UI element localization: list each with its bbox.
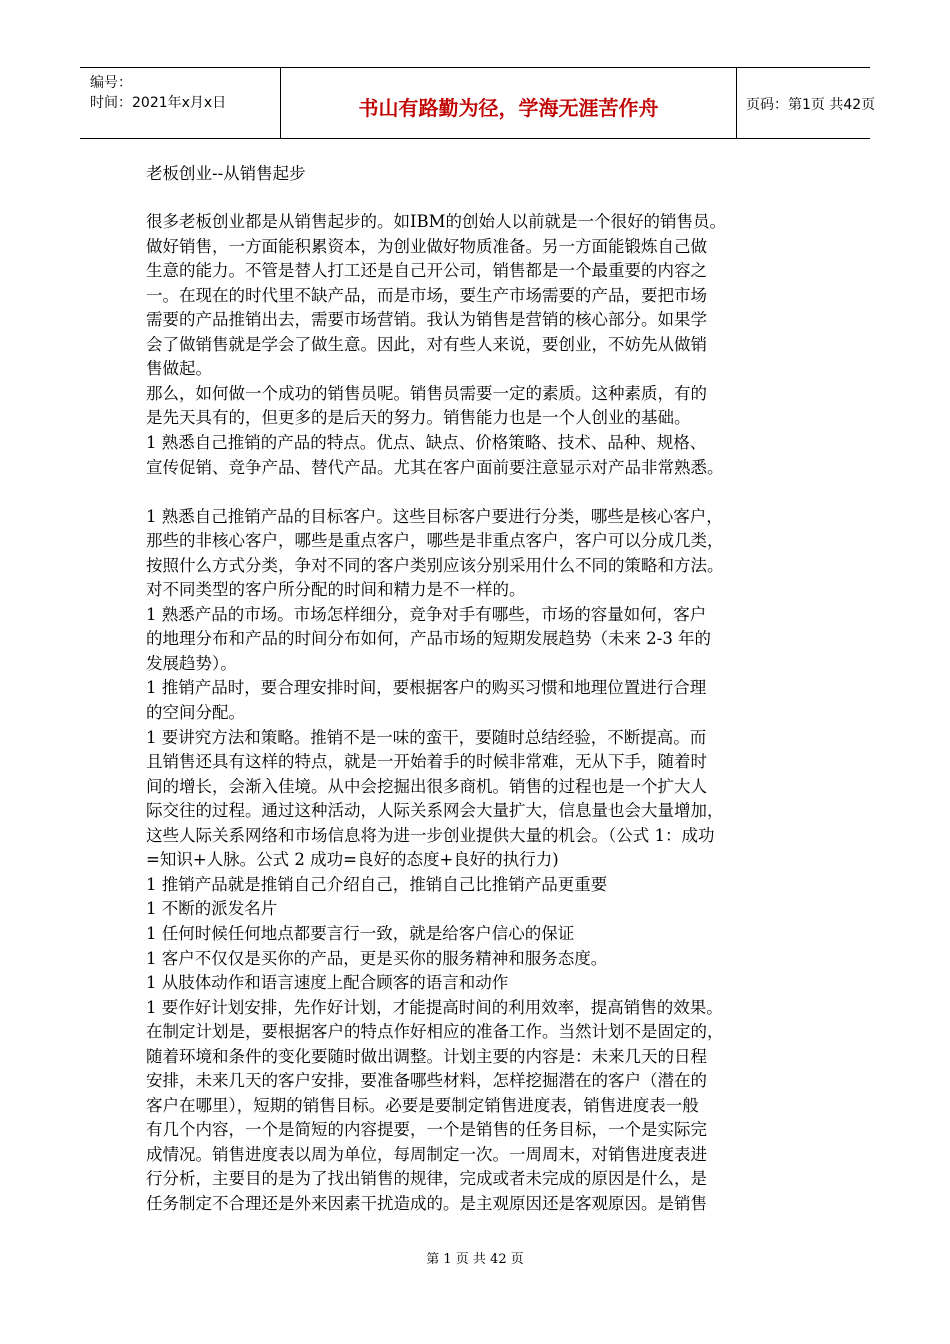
text-line: 是先天具有的，但更多的是后天的努力。销售能力也是一个人创业的基础。 xyxy=(146,408,691,428)
text-line: 的地理分布和产品的时间分布如何，产品市场的短期发展趋势（未来 2-3 年的 xyxy=(146,629,712,649)
number-label: 编号： xyxy=(90,75,132,91)
text-line: 1 不断的派发名片 xyxy=(146,899,278,919)
text-line: 1 要讲究方法和策略。推销不是一味的蛮干，要随时总结经验，不断提高。而 xyxy=(146,727,707,747)
text-line: 这些人际关系网络和市场信息将为进一步创业提供大量的机会。（公式 1：成功 xyxy=(146,825,715,845)
motto-text: 书山有路勤为径，学海无涯苦作舟 xyxy=(358,96,659,120)
text-line: =知识+人脉。公式 2 成功=良好的态度+良好的执行力) xyxy=(146,850,559,870)
date-label: 时间：2021年x月x日 xyxy=(90,95,227,111)
text-line: 的空间分配。 xyxy=(146,703,245,722)
text-line: 1 要作好计划安排，先作好计划，才能提高时间的利用效率，提高销售的效果。 xyxy=(146,997,723,1017)
header-page-cell xyxy=(736,68,876,138)
text-line: 间的增长，会渐入佳境。从中会挖掘出很多商机。销售的过程也是一个扩大人 xyxy=(146,776,707,796)
text-line: 随着环境和条件的变化要随时做出调整。计划主要的内容是：未来几天的日程 xyxy=(146,1046,707,1066)
text-line: 1 推销产品就是推销自己介绍自己，推销自己比推销产品更重要 xyxy=(146,874,608,894)
text-line: 按照什么方式分类，争对不同的客户类别应该分别采用什么不同的策略和方法。 xyxy=(146,555,724,575)
text-line: 很多老板创业都是从销售起步的。如IBM的创始人以前就是一个很好的销售员。 xyxy=(146,212,727,231)
text-line: 任务制定不合理还是外来因素干扰造成的。是主观原因还是客观原因。是销售 xyxy=(146,1194,707,1213)
text-line: 会了做销售就是学会了做生意。因此，对有些人来说，要创业，不妨先从做销 xyxy=(146,334,707,354)
header-motto-cell xyxy=(280,68,737,138)
text-line: 安排，未来几天的客户安排，要准备哪些材料，怎样挖掘潜在的客户（潜在的 xyxy=(146,1071,707,1091)
text-line: 行分析，主要目的是为了找出销售的规律，完成或者未完成的原因是什么，是 xyxy=(146,1169,707,1189)
text-line: 售做起。 xyxy=(146,359,212,379)
text-line: 那么，如何做一个成功的销售员呢。销售员需要一定的素质。这种素质，有的 xyxy=(146,383,707,403)
document-title: 老板创业--从销售起步 xyxy=(146,164,306,183)
text-line: 做好销售，一方面能积累资本，为创业做好物质准备。另一方面能锻炼自己做 xyxy=(146,236,707,256)
text-line: 1 推销产品时，要合理安排时间，要根据客户的购买习惯和地理位置进行合理 xyxy=(146,678,707,698)
page-info: 页码：第1页 共42页 xyxy=(746,97,876,113)
text-line: 1 熟悉自己推销的产品的特点。优点、缺点、价格策略、技术、品种、规格、 xyxy=(146,432,707,452)
text-line: 在制定计划是，要根据客户的特点作好相应的准备工作。当然计划不是固定的， xyxy=(146,1022,724,1042)
text-line: 生意的能力。不管是替人打工还是自己开公司，销售都是一个最重要的内容之 xyxy=(146,261,707,281)
text-line: 1 熟悉产品的市场。市场怎样细分，竞争对手有哪些，市场的容量如何，客户 xyxy=(146,604,707,624)
text-line: 1 任何时候任何地点都要言行一致，就是给客户信心的保证 xyxy=(146,923,575,943)
text-line: 发展趋势）。 xyxy=(146,653,237,673)
text-line: 需要的产品推销出去，需要市场营销。我认为销售是营销的核心部分。如果学 xyxy=(146,310,707,330)
text-line: 客户在哪里），短期的销售目标。必要是要制定销售进度表，销售进度表一般 xyxy=(146,1095,699,1115)
text-line: 1 从肢体动作和语言速度上配合顾客的语言和动作 xyxy=(146,973,509,993)
text-line: 一。在现在的时代里不缺产品，而是市场，要生产市场需要的产品，要把市场 xyxy=(146,285,707,305)
text-line: 成情况。销售进度表以周为单位，每周制定一次。一周周末，对销售进度表进 xyxy=(146,1144,707,1164)
text-line: 那些的非核心客户，哪些是重点客户，哪些是非重点客户，客户可以分成几类， xyxy=(146,531,724,551)
text-line: 际交往的过程。通过这种活动，人际关系网会大量扩大，信息量也会大量增加， xyxy=(146,801,724,821)
text-line: 1 客户不仅仅是买你的产品，更是买你的服务精神和服务态度。 xyxy=(146,948,608,968)
header-meta xyxy=(80,68,280,138)
text-line: 且销售还具有这样的特点，就是一开始着手的时候非常难，无从下手，随着时 xyxy=(146,752,707,772)
text-line: 宣传促销、竞争产品、替代产品。尤其在客户面前要注意显示对产品非常熟悉。 xyxy=(146,457,724,477)
page-header xyxy=(80,67,876,139)
text-line: 1 熟悉自己推销产品的目标客户。这些目标客户要进行分类，哪些是核心客户， xyxy=(146,506,723,526)
text-line: 对不同类型的客户所分配的时间和精力是不一样的。 xyxy=(146,580,526,600)
text-line: 有几个内容，一个是简短的内容提要，一个是销售的任务目标，一个是实际完 xyxy=(146,1120,707,1140)
page-footer: 第 1 页 共 42 页 xyxy=(426,1252,524,1267)
